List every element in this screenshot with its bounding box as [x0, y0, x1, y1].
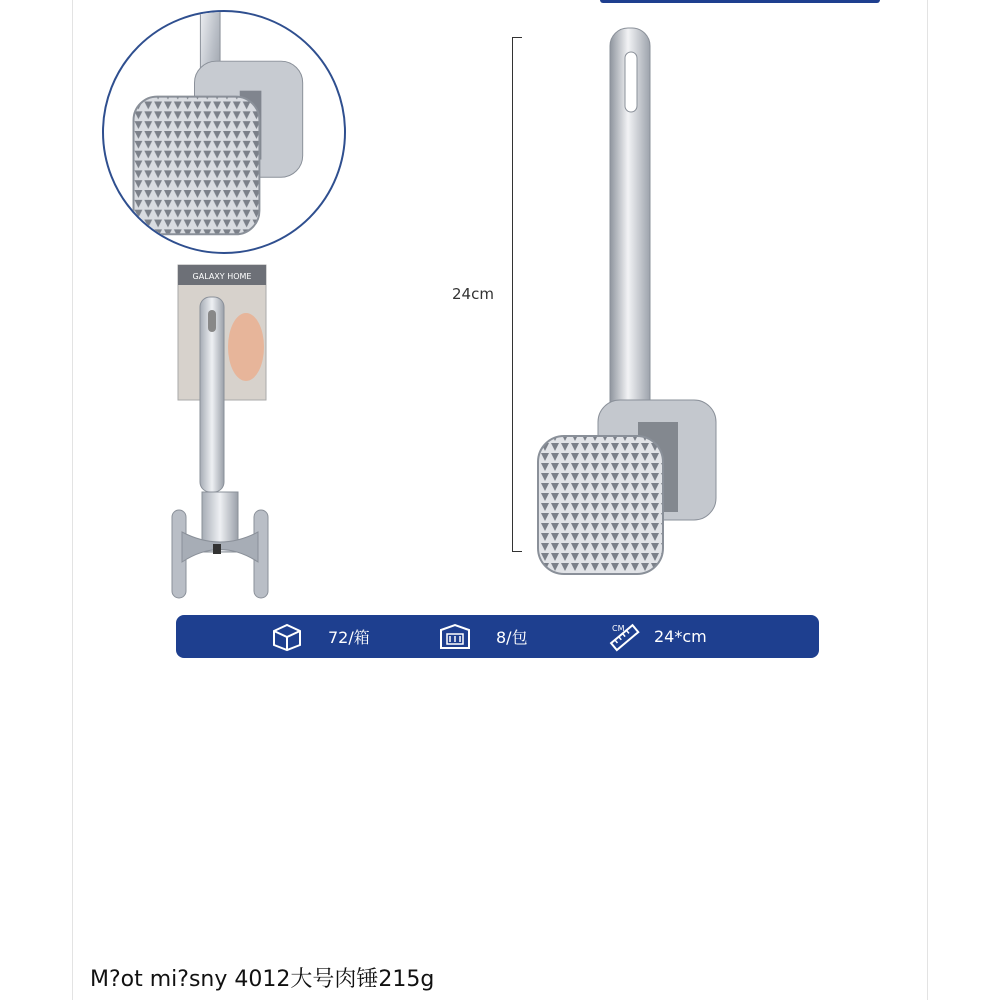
- packaged-product-image: [166, 262, 276, 607]
- height-dimension-label: 24cm: [452, 285, 494, 303]
- package-brand-text: GALAXY HOME: [192, 272, 252, 281]
- main-product-image: [530, 22, 730, 582]
- spec-size: [608, 615, 707, 658]
- height-dimension-bracket: [512, 37, 522, 552]
- top-accent-strip: [600, 0, 880, 3]
- spec-bar: [176, 615, 819, 658]
- inner-pack-icon: [438, 622, 472, 652]
- spec-carton-quantity: [270, 615, 370, 658]
- detail-closeup-image: [102, 10, 346, 254]
- carton-box-icon: [270, 622, 304, 652]
- spec-inner-pack: [438, 615, 528, 658]
- carton-quantity-value: 72/箱: [328, 628, 370, 647]
- product-caption: M?ot mi?sny 4012大号肉锤215g: [90, 967, 435, 992]
- size-value: 24*cm: [654, 627, 707, 646]
- inner-pack-value: 8/包: [496, 628, 528, 647]
- ruler-icon-label: CM: [612, 623, 625, 633]
- ruler-icon: [608, 622, 642, 652]
